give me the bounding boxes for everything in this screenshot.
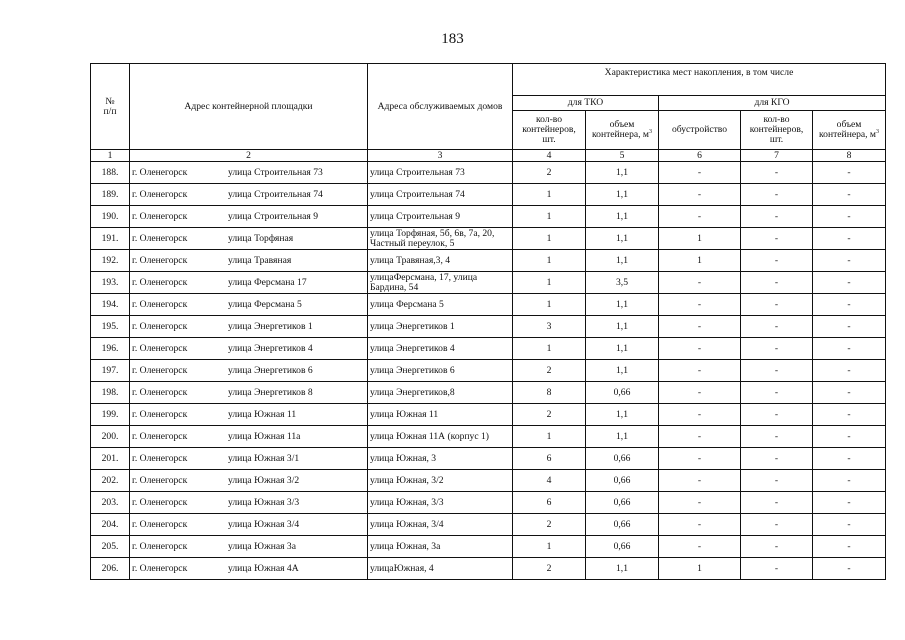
- tko-container-volume: 1,1: [586, 162, 659, 184]
- table-row: [91, 338, 886, 360]
- served-houses: улица Южная, 3/3: [368, 492, 513, 514]
- header-num: № п/п: [91, 64, 130, 150]
- table-row: [91, 272, 886, 294]
- kgo-container-volume: -: [813, 206, 886, 228]
- tko-container-volume: 1,1: [586, 206, 659, 228]
- site-city: г. Оленегорск: [132, 430, 188, 442]
- site-address: [130, 448, 368, 470]
- kgo-container-volume: -: [813, 294, 886, 316]
- kgo-equipment: -: [659, 404, 741, 426]
- site-address: [130, 250, 368, 272]
- kgo-equipment: -: [659, 448, 741, 470]
- tko-container-volume: 0,66: [586, 536, 659, 558]
- row-number: 190.: [91, 206, 130, 228]
- served-houses: улицаФерсмана, 17, улица Бардина, 54: [368, 272, 513, 294]
- table-body: [91, 150, 886, 580]
- header-tko-volume: объем контейнера, $м^3$: [586, 111, 659, 150]
- site-address: [130, 316, 368, 338]
- site-street: улица Ферсмана 17: [228, 276, 307, 288]
- kgo-container-volume: -: [813, 382, 886, 404]
- kgo-container-count: -: [741, 294, 813, 316]
- header-kgo-volume: объем контейнера, $м^3$: [813, 111, 886, 150]
- served-houses: улица Ферсмана 5: [368, 294, 513, 316]
- table-row: [91, 184, 886, 206]
- served-houses: улица Энергетиков 6: [368, 360, 513, 382]
- served-houses: улица Травяная,3, 4: [368, 250, 513, 272]
- tko-container-volume: 1,1: [586, 294, 659, 316]
- tko-container-count: 1: [513, 338, 586, 360]
- served-houses: улица Энергетиков 4: [368, 338, 513, 360]
- kgo-equipment: -: [659, 184, 741, 206]
- site-street: улица Ферсмана 5: [228, 298, 302, 310]
- kgo-equipment: -: [659, 470, 741, 492]
- served-houses: улица Южная, 3/4: [368, 514, 513, 536]
- kgo-container-count: -: [741, 470, 813, 492]
- row-number: 193.: [91, 272, 130, 294]
- row-number: 205.: [91, 536, 130, 558]
- tko-container-count: 2: [513, 404, 586, 426]
- table-row: [91, 426, 886, 448]
- site-address: [130, 426, 368, 448]
- table-row: [91, 228, 886, 250]
- column-number: 3: [368, 150, 513, 162]
- kgo-container-volume: -: [813, 404, 886, 426]
- tko-container-volume: 1,1: [586, 404, 659, 426]
- kgo-container-volume: -: [813, 448, 886, 470]
- row-number: 192.: [91, 250, 130, 272]
- site-address: [130, 536, 368, 558]
- row-number: 199.: [91, 404, 130, 426]
- site-address: [130, 162, 368, 184]
- kgo-container-count: -: [741, 228, 813, 250]
- kgo-container-count: -: [741, 338, 813, 360]
- site-city: г. Оленегорск: [132, 496, 188, 508]
- site-street: улица Энергетиков 6: [228, 364, 313, 376]
- kgo-container-volume: -: [813, 536, 886, 558]
- kgo-container-count: -: [741, 448, 813, 470]
- tko-container-volume: 1,1: [586, 426, 659, 448]
- site-city: г. Оленегорск: [132, 562, 188, 574]
- table-row: [91, 250, 886, 272]
- row-number: 194.: [91, 294, 130, 316]
- site-city: г. Оленегорск: [132, 188, 188, 200]
- site-city: г. Оленегорск: [132, 232, 188, 244]
- site-street: улица Южная 3/4: [228, 518, 300, 530]
- kgo-container-volume: -: [813, 316, 886, 338]
- served-houses: улицаЮжная, 4: [368, 558, 513, 580]
- header-address: Адрес контейнерной площадки: [130, 64, 368, 150]
- site-city: г. Оленегорск: [132, 408, 188, 420]
- row-number: 206.: [91, 558, 130, 580]
- row-number: 198.: [91, 382, 130, 404]
- column-number: 1: [91, 150, 130, 162]
- kgo-equipment: -: [659, 294, 741, 316]
- kgo-container-volume: -: [813, 272, 886, 294]
- page-number: 183: [441, 31, 464, 47]
- kgo-equipment: 1: [659, 250, 741, 272]
- tko-container-count: 1: [513, 184, 586, 206]
- site-city: г. Оленегорск: [132, 364, 188, 376]
- served-houses: улица Строительная 9: [368, 206, 513, 228]
- site-street: улица Энергетиков 4: [228, 342, 313, 354]
- tko-container-count: 1: [513, 294, 586, 316]
- column-number: 8: [813, 150, 886, 162]
- kgo-container-count: -: [741, 272, 813, 294]
- site-street: улица Строительная 73: [228, 166, 323, 178]
- tko-container-volume: 1,1: [586, 338, 659, 360]
- row-number: 195.: [91, 316, 130, 338]
- header-kgo-count: кол-во контейнеров, шт.: [741, 111, 813, 150]
- table-row: [91, 558, 886, 580]
- row-number: 202.: [91, 470, 130, 492]
- kgo-container-volume: -: [813, 184, 886, 206]
- served-houses: улица Южная, 3/2: [368, 470, 513, 492]
- tko-container-count: 6: [513, 448, 586, 470]
- tko-container-count: 2: [513, 558, 586, 580]
- site-city: г. Оленегорск: [132, 254, 188, 266]
- column-number-row: [91, 150, 886, 162]
- site-address: [130, 382, 368, 404]
- kgo-container-count: -: [741, 536, 813, 558]
- tko-container-count: 1: [513, 250, 586, 272]
- kgo-equipment: 1: [659, 228, 741, 250]
- tko-container-count: 1: [513, 228, 586, 250]
- tko-container-volume: 1,1: [586, 184, 659, 206]
- site-address: [130, 492, 368, 514]
- table-row: [91, 536, 886, 558]
- site-city: г. Оленегорск: [132, 342, 188, 354]
- kgo-container-count: -: [741, 360, 813, 382]
- tko-container-count: 1: [513, 426, 586, 448]
- tko-container-volume: 0,66: [586, 470, 659, 492]
- kgo-equipment: -: [659, 514, 741, 536]
- site-address: [130, 272, 368, 294]
- tko-container-count: 1: [513, 536, 586, 558]
- kgo-container-volume: -: [813, 162, 886, 184]
- site-city: г. Оленегорск: [132, 298, 188, 310]
- row-number: 188.: [91, 162, 130, 184]
- tko-container-volume: 3,5: [586, 272, 659, 294]
- table-row: [91, 206, 886, 228]
- kgo-container-volume: -: [813, 470, 886, 492]
- site-address: [130, 184, 368, 206]
- row-number: 203.: [91, 492, 130, 514]
- row-number: 200.: [91, 426, 130, 448]
- site-street: улица Энергетиков 1: [228, 320, 313, 332]
- site-street: улица Строительная 9: [228, 210, 319, 222]
- table-row: [91, 360, 886, 382]
- kgo-container-volume: -: [813, 360, 886, 382]
- served-houses: улица Энергетиков,8: [368, 382, 513, 404]
- site-street: улица Южная 3а: [228, 540, 296, 552]
- tko-container-count: 2: [513, 360, 586, 382]
- kgo-container-count: -: [741, 514, 813, 536]
- served-houses: улица Южная, 3а: [368, 536, 513, 558]
- row-number: 204.: [91, 514, 130, 536]
- tko-container-count: 2: [513, 514, 586, 536]
- served-houses: улица Южная 11: [368, 404, 513, 426]
- kgo-equipment: -: [659, 536, 741, 558]
- row-number: 197.: [91, 360, 130, 382]
- served-houses: улица Южная, 3: [368, 448, 513, 470]
- table-row: [91, 404, 886, 426]
- site-city: г. Оленегорск: [132, 540, 188, 552]
- kgo-container-count: -: [741, 162, 813, 184]
- row-number: 201.: [91, 448, 130, 470]
- kgo-equipment: -: [659, 338, 741, 360]
- column-number: 5: [586, 150, 659, 162]
- waste-sites-table: [90, 63, 886, 580]
- kgo-container-count: -: [741, 404, 813, 426]
- table-row: [91, 514, 886, 536]
- served-houses: улица Строительная 74: [368, 184, 513, 206]
- site-street: улица Энергетиков 8: [228, 386, 313, 398]
- site-city: г. Оленегорск: [132, 518, 188, 530]
- table-row: [91, 470, 886, 492]
- kgo-container-volume: -: [813, 228, 886, 250]
- kgo-container-volume: -: [813, 338, 886, 360]
- tko-container-count: 4: [513, 470, 586, 492]
- site-street: улица Травяная: [228, 254, 292, 266]
- table-row: [91, 448, 886, 470]
- site-street: улица Строительная 74: [228, 188, 323, 200]
- header-tko: для ТКО: [513, 96, 659, 111]
- column-number: 4: [513, 150, 586, 162]
- kgo-equipment: -: [659, 206, 741, 228]
- header-tko-count: кол-во контейнеров, шт.: [513, 111, 586, 150]
- header-kgo-equipment: обустройство: [659, 111, 741, 150]
- kgo-container-count: -: [741, 426, 813, 448]
- site-address: [130, 338, 368, 360]
- kgo-equipment: -: [659, 492, 741, 514]
- served-houses: улица Энергетиков 1: [368, 316, 513, 338]
- site-city: г. Оленегорск: [132, 474, 188, 486]
- tko-container-count: 8: [513, 382, 586, 404]
- row-number: 196.: [91, 338, 130, 360]
- row-number: 191.: [91, 228, 130, 250]
- kgo-equipment: -: [659, 162, 741, 184]
- site-street: улица Южная 4А: [228, 562, 299, 574]
- site-city: г. Оленегорск: [132, 386, 188, 398]
- site-street: улица Южная 3/1: [228, 452, 300, 464]
- site-street: улица Южная 3/3: [228, 496, 300, 508]
- header-houses: Адреса обслуживаемых домов: [368, 64, 513, 150]
- site-address: [130, 470, 368, 492]
- served-houses: улица Южная 11А (корпус 1): [368, 426, 513, 448]
- kgo-container-volume: -: [813, 514, 886, 536]
- tko-container-count: 3: [513, 316, 586, 338]
- site-address: [130, 514, 368, 536]
- header-kgo: для КГО: [659, 96, 886, 111]
- served-houses: улица Строительная 73: [368, 162, 513, 184]
- site-street: улица Южная 3/2: [228, 474, 300, 486]
- tko-container-count: 1: [513, 206, 586, 228]
- tko-container-volume: 1,1: [586, 360, 659, 382]
- kgo-container-count: -: [741, 206, 813, 228]
- site-address: [130, 404, 368, 426]
- table-row: [91, 294, 886, 316]
- table-row: [91, 492, 886, 514]
- kgo-container-volume: -: [813, 250, 886, 272]
- column-number: 6: [659, 150, 741, 162]
- table-row: [91, 382, 886, 404]
- site-address: [130, 558, 368, 580]
- site-street: улица Южная 11: [228, 408, 297, 420]
- table-row: [91, 316, 886, 338]
- tko-container-volume: 1,1: [586, 558, 659, 580]
- tko-container-volume: 0,66: [586, 448, 659, 470]
- kgo-container-count: -: [741, 250, 813, 272]
- kgo-equipment: -: [659, 316, 741, 338]
- tko-container-count: 2: [513, 162, 586, 184]
- site-city: г. Оленегорск: [132, 276, 188, 288]
- column-number: 2: [130, 150, 368, 162]
- tko-container-count: 1: [513, 272, 586, 294]
- site-address: [130, 360, 368, 382]
- tko-container-volume: 1,1: [586, 228, 659, 250]
- column-number: 7: [741, 150, 813, 162]
- tko-container-volume: 1,1: [586, 250, 659, 272]
- site-address: [130, 228, 368, 250]
- tko-container-volume: 0,66: [586, 382, 659, 404]
- tko-container-volume: 0,66: [586, 514, 659, 536]
- header-characteristics: Характеристика мест накопления, в том числе: [513, 64, 886, 96]
- served-houses: улица Торфяная, 5б, 6в, 7а, 20, Частный переулок, 5: [368, 228, 513, 250]
- kgo-container-volume: -: [813, 492, 886, 514]
- site-city: г. Оленегорск: [132, 452, 188, 464]
- kgo-equipment: -: [659, 382, 741, 404]
- site-city: г. Оленегорск: [132, 166, 188, 178]
- tko-container-volume: 0,66: [586, 492, 659, 514]
- site-street: улица Торфяная: [228, 232, 294, 244]
- table-row: [91, 162, 886, 184]
- site-city: г. Оленегорск: [132, 320, 188, 332]
- kgo-container-volume: -: [813, 558, 886, 580]
- site-street: улица Южная 11а: [228, 430, 301, 442]
- row-number: 189.: [91, 184, 130, 206]
- tko-container-volume: 1,1: [586, 316, 659, 338]
- kgo-container-count: -: [741, 558, 813, 580]
- site-city: г. Оленегорск: [132, 210, 188, 222]
- kgo-container-volume: -: [813, 426, 886, 448]
- site-address: [130, 206, 368, 228]
- kgo-equipment: -: [659, 360, 741, 382]
- volume-unit-superscript: 3: [876, 128, 880, 135]
- kgo-container-count: -: [741, 382, 813, 404]
- kgo-container-count: -: [741, 316, 813, 338]
- kgo-equipment: -: [659, 272, 741, 294]
- site-address: [130, 294, 368, 316]
- volume-unit-superscript: 3: [649, 128, 652, 135]
- kgo-container-count: -: [741, 184, 813, 206]
- kgo-container-count: -: [741, 492, 813, 514]
- kgo-equipment: -: [659, 426, 741, 448]
- tko-container-count: 6: [513, 492, 586, 514]
- kgo-equipment: 1: [659, 558, 741, 580]
